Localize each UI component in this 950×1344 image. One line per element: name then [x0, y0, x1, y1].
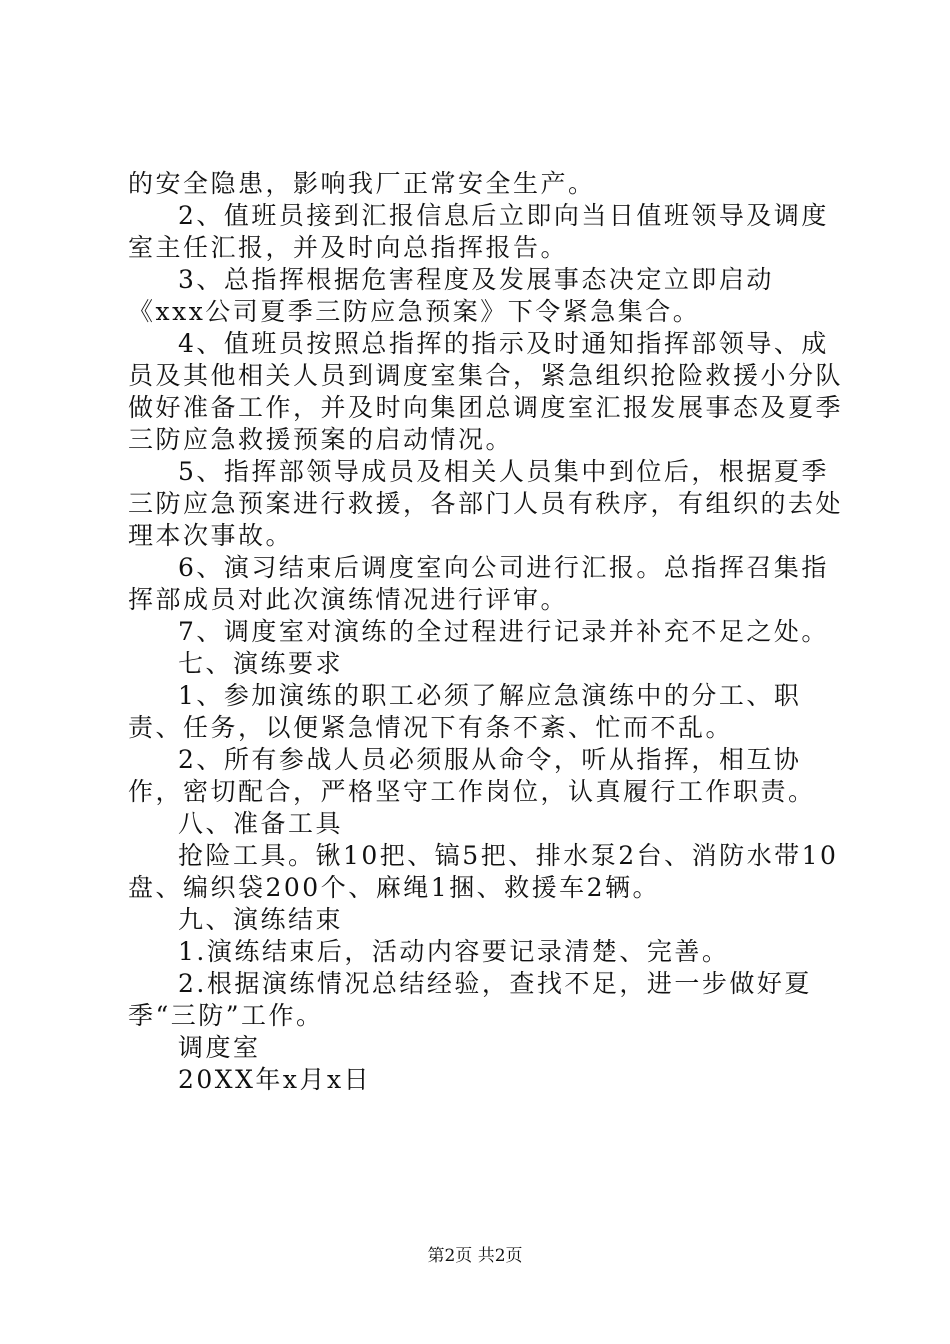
paragraph-step-7: 7、调度室对演练的全过程进行记录并补充不足之处。	[178, 617, 829, 646]
paragraph-step-5: 5、指挥部领导成员及相关人员集中到位后，根据夏季三防应急预案进行救援，各部门人员有秩序，有组织的去处理本次事故。	[128, 457, 844, 550]
page-footer	[0, 1244, 950, 1268]
section-heading-requirements: 七、演练要求	[178, 649, 344, 678]
section-heading-conclusion: 九、演练结束	[178, 905, 344, 934]
paragraph-step-3: 3、总指挥根据危害程度及发展事态决定立即启动《xxx公司夏季三防应急预案》下令紧急集合。	[128, 265, 774, 326]
paragraph-continuation: 的安全隐患，影响我厂正常安全生产。	[128, 169, 596, 198]
paragraph-step-6: 6、演习结束后调度室向公司进行汇报。总指挥召集指挥部成员对此次演练情况进行评审。	[128, 553, 829, 614]
paragraph-conclusion-2: 2.根据演练情况总结经验，查找不足，进一步做好夏季“三防”工作。	[128, 969, 812, 1030]
page-number-label: 第2页 共2页	[427, 1246, 523, 1266]
signature-department: 调度室	[178, 1033, 261, 1062]
document-body	[128, 168, 848, 1096]
paragraph-requirement-1: 1、参加演练的职工必须了解应急演练中的分工、职责、任务，以便紧急情况下有条不紊、忙而不乱。	[128, 681, 802, 742]
paragraph-requirement-2: 2、所有参战人员必须服从命令，听从指挥，相互协作，密切配合，严格坚守工作岗位，认真履行工作职责。	[128, 745, 816, 806]
section-heading-tools: 八、准备工具	[178, 809, 344, 838]
paragraph-tools-list: 抢险工具。锹10把、镐5把、排水泵2台、消防水带10盘、编织袋200个、麻绳1捆、救援车2辆。	[128, 841, 839, 902]
paragraph-conclusion-1: 1.演练结束后，活动内容要记录清楚、完善。	[178, 937, 730, 966]
signature-date: 20XX年x月x日	[178, 1065, 372, 1094]
paragraph-step-2: 2、值班员接到汇报信息后立即向当日值班领导及调度室主任汇报，并及时向总指挥报告。	[128, 201, 829, 262]
paragraph-step-4: 4、值班员按照总指挥的指示及时通知指挥部领导、成员及其他相关人员到调度室集合，紧急组织抢险救援小分队做好准备工作，并及时向集团总调度室汇报发展事态及夏季三防应急救援预案的启动情况。	[128, 329, 844, 454]
